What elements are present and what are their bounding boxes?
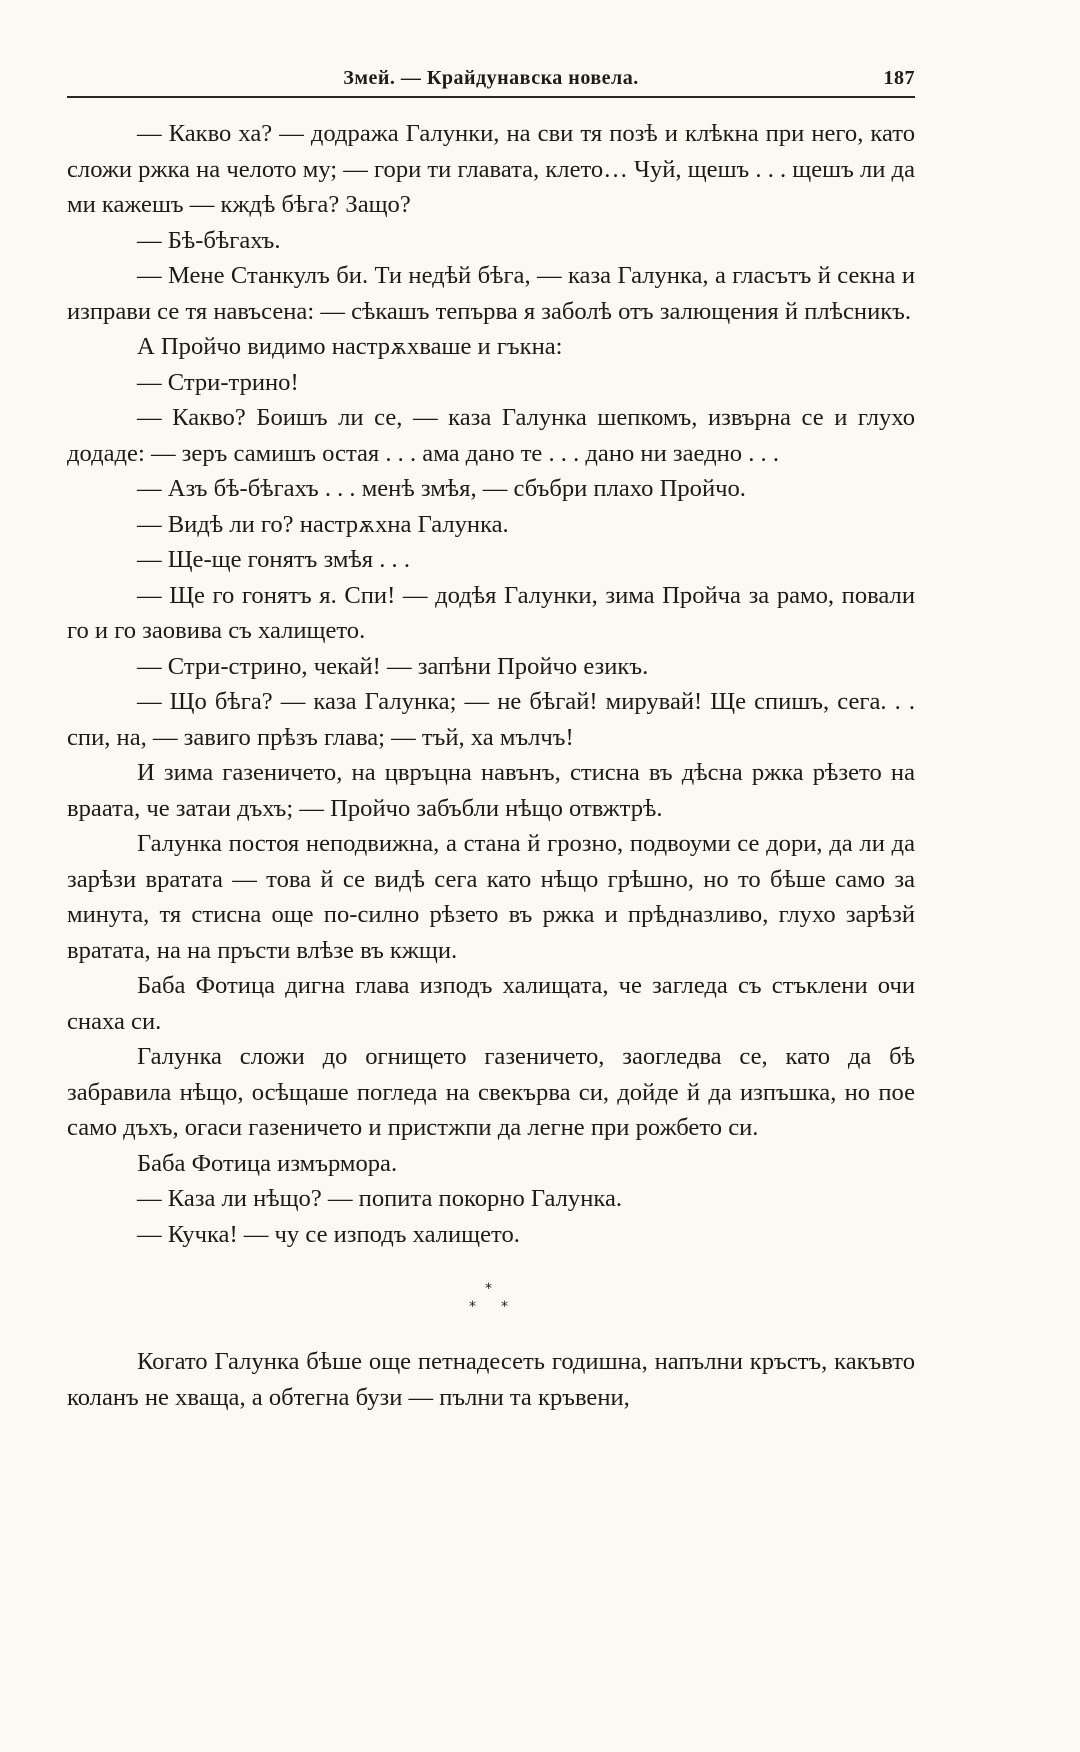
paragraph: Баба Фотица дигна глава изподъ халищата, че загледа съ стъклени очи снаха си.: [67, 972, 915, 1035]
paragraph: Баба Фотица измърмора.: [137, 1149, 398, 1177]
paragraph: — Ще-ще гонятъ змѣя . . .: [137, 546, 411, 573]
paragraph: А Пройчо видимо настрѫхваше и гъкна:: [137, 333, 563, 360]
paragraph: И зима газеничето, на цвръцна навънъ, стисна въ дѣсна ржка рѣзето на враата, че затаи дъхъ; — Пройчо забъбли нѣщо отвжтрѣ.: [67, 759, 915, 822]
paragraph: — Мене Станкулъ би. Ти недѣй бѣга, — каза Галунка, а гласътъ й секна и изправи се тя навъсена: — сѣкашъ тепърва я заболѣ отъ залющения й плѣсникъ.: [67, 262, 915, 325]
asterisk: *: [469, 1299, 476, 1315]
paragraph: — Каза ли нѣщо? — попита покорно Галунка.: [137, 1185, 623, 1212]
paragraph: — Какво? Боишъ ли се, — каза Галунка шепкомъ, извърна се и глухо додаде: — зеръ самишъ остая . . . ама дано те . . . дано ни заедно . . .: [67, 404, 915, 467]
asterisk: *: [485, 1281, 492, 1297]
paragraph: Галунка сложи до огнището газеничето, заогледва се, като да бѣ забравила нѣщо, осѣщаше погледа на свекърва си, дойде й да изпъшка, но пое само дъхъ, огаси газеничето и пристжпи да легне при рожбето си.: [67, 1043, 915, 1141]
paragraph: — Бѣ-бѣгахъ.: [137, 226, 281, 254]
paragraph: — Стри-стрино, чекай! — запѣни Пройчо езикъ.: [137, 652, 649, 680]
paragraph: — Ще го гонятъ я. Спи! — додѣя Галунки, зима Пройча за рамо, повали го и го заовива съ халището.: [67, 581, 915, 644]
section-separator: [67, 1252, 915, 1344]
paragraph: — Видѣ ли го? настрѫхна Галунка.: [137, 510, 509, 538]
paragraph: Когато Галунка бѣше още петнадесеть годишна, напълни кръстъ, какъвто коланъ не хваща, а обтегна бузи — пълни та кръвени,: [67, 1348, 915, 1411]
page-number: 187: [883, 67, 915, 89]
running-head: [67, 64, 915, 94]
page: [67, 64, 915, 1415]
paragraph: — Кучка! — чу се изподъ халището.: [137, 1220, 520, 1248]
header-rule: [67, 96, 915, 98]
paragraph: — Азъ бѣ-бѣгахъ . . . менѣ змѣя, — сбъбри плахо Пройчо.: [137, 475, 746, 502]
asterisk: *: [501, 1299, 508, 1315]
running-title: Змей. — Крайдунавска новела.: [343, 67, 639, 89]
paragraph: — Стри-трино!: [137, 368, 299, 396]
paragraph: Галунка постоя неподвижна, а стана й грозно, подвоуми се дори, да ли да зарѣзи вратата — това й се видѣ сега като нѣщо грѣшно, но то бѣше само за минута, тя стисна още по-силно рѣзето въ ржка и прѣдназливо, глухо зарѣзй вратата, на на пръсти влѣзе въ кжщи.: [67, 830, 915, 964]
body-text: [67, 116, 915, 1415]
paragraph: — Що бѣга? — каза Галунка; — не бѣгай! мирувай! Ще спишъ, сега. . . спи, на, — завиго прѣзъ глава; — тъй, ха мълчъ!: [67, 688, 915, 751]
paragraph: — Какво ха? — додража Галунки, на сви тя позѣ и клѣкна при него, като сложи ржка на челото му; — гори ти главата, клето… Чуй, щешъ . . . щешъ ли да ми кажешъ — кждѣ бѣга? Защо?: [67, 120, 915, 218]
